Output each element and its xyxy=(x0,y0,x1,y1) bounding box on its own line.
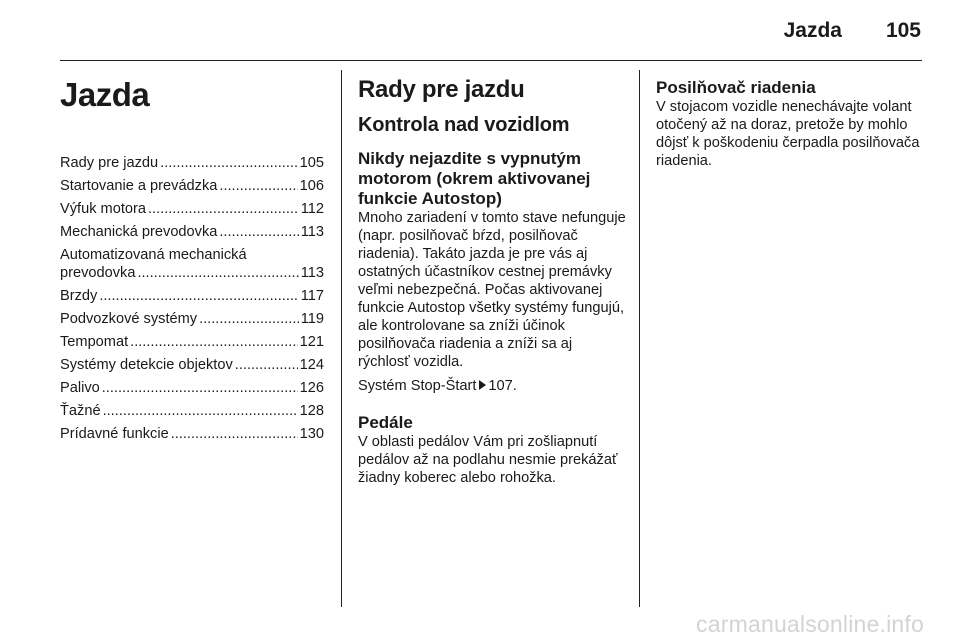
toc-label: Podvozkové systémy xyxy=(60,311,198,327)
reference-page: 107. xyxy=(488,378,517,394)
toc-label: Ťažné xyxy=(60,403,101,419)
toc-page: 126 xyxy=(299,380,324,396)
toc-label: Výfuk motora xyxy=(60,201,146,217)
table-of-contents xyxy=(60,154,324,443)
pedals-title: Pedále xyxy=(358,413,413,432)
toc-page: 113 xyxy=(300,224,324,240)
toc-leader xyxy=(99,287,298,305)
section-heading: Rady pre jazdu xyxy=(358,76,525,103)
toc-leader xyxy=(219,223,298,241)
toc-leader xyxy=(235,356,298,374)
toc-page: 119 xyxy=(300,311,324,327)
toc-item[interactable] xyxy=(60,177,324,195)
warning-text: Mnoho zariadení v tomto stave nefunguje (napr. posilňovač bŕzd, posilňovač riadenia). Takáto jazda je pre vás aj ostatných účastníkov cestnej premávky veľmi nebezpečná. Počas aktivovanej funkcie Autostop všetky systémy fungujú, ale kontrolovane sa zníži účinok posilňovača riadenia a zníži sa aj rýchlosť vozidla. xyxy=(358,210,626,370)
toc-item[interactable] xyxy=(60,402,324,420)
power-steering-column xyxy=(656,70,924,170)
page-reference-arrow-icon xyxy=(479,380,486,390)
toc-leader xyxy=(199,310,299,328)
section-subheading: Kontrola nad vozidlom xyxy=(358,114,570,136)
toc-item[interactable] xyxy=(60,246,324,282)
toc-leader xyxy=(130,333,298,351)
toc-label: Prídavné funkcie xyxy=(60,426,169,442)
power-steering-text: V stojacom vozidle nenechávajte volant otočený až na doraz, pretože by mohlo dôjsť k poškodeniu čerpadla posilňovača riadenia. xyxy=(656,99,920,169)
toc-leader xyxy=(171,425,298,443)
toc-leader xyxy=(102,379,298,397)
toc-label: Mechanická prevodovka xyxy=(60,224,218,240)
toc-item[interactable] xyxy=(60,425,324,443)
toc-page: 128 xyxy=(299,403,324,419)
toc-item[interactable] xyxy=(60,223,324,241)
toc-page: 124 xyxy=(299,357,324,373)
toc-item[interactable] xyxy=(60,356,324,374)
toc-label: Brzdy xyxy=(60,288,98,304)
watermark: carmanualsonline.info xyxy=(696,611,924,637)
toc-page: 112 xyxy=(300,201,324,217)
power-steering-title: Posilňovač riadenia xyxy=(656,78,816,97)
column-divider-left xyxy=(341,70,342,607)
toc-column xyxy=(60,70,324,448)
header-page-number: 105 xyxy=(885,19,921,42)
toc-label-continued: prevodovka xyxy=(60,265,136,281)
toc-item[interactable] xyxy=(60,287,324,305)
toc-item[interactable] xyxy=(60,200,324,218)
header-rule xyxy=(60,60,922,61)
toc-label: Rady pre jazdu xyxy=(60,155,159,171)
toc-leader xyxy=(219,177,297,195)
toc-label: Startovanie a prevádzka xyxy=(60,178,218,194)
toc-label: Systémy detekcie objektov xyxy=(60,357,233,373)
toc-leader xyxy=(148,200,299,218)
driving-tips-column xyxy=(358,70,626,487)
toc-item[interactable] xyxy=(60,333,324,351)
toc-page: 117 xyxy=(300,288,324,304)
toc-leader xyxy=(137,264,298,282)
column-divider-right xyxy=(639,70,640,607)
toc-leader xyxy=(103,402,298,420)
reference-label: Systém Stop-Štart xyxy=(358,378,477,394)
cross-reference[interactable] xyxy=(358,377,626,395)
header-title: Jazda xyxy=(783,19,842,42)
toc-page: 105 xyxy=(299,155,324,171)
toc-item[interactable] xyxy=(60,310,324,328)
toc-item[interactable] xyxy=(60,379,324,397)
toc-page: 113 xyxy=(300,265,324,281)
toc-leader xyxy=(160,154,297,172)
chapter-title: Jazda xyxy=(60,76,150,113)
toc-page: 130 xyxy=(299,426,324,442)
toc-page: 121 xyxy=(299,334,324,350)
pedals-text: V oblasti pedálov Vám pri zošliapnutí pedálov až na podlahu nesmie prekážať žiadny koberec alebo rohožka. xyxy=(358,434,618,486)
warning-title: Nikdy nejazdite s vypnutým motorom (okrem aktivovanej funkcie Autostop) xyxy=(358,149,591,208)
toc-label: Palivo xyxy=(60,380,100,396)
toc-item[interactable] xyxy=(60,154,324,172)
toc-label: Automatizovaná mechanická xyxy=(60,247,247,263)
toc-label: Tempomat xyxy=(60,334,129,350)
toc-page: 106 xyxy=(299,178,324,194)
